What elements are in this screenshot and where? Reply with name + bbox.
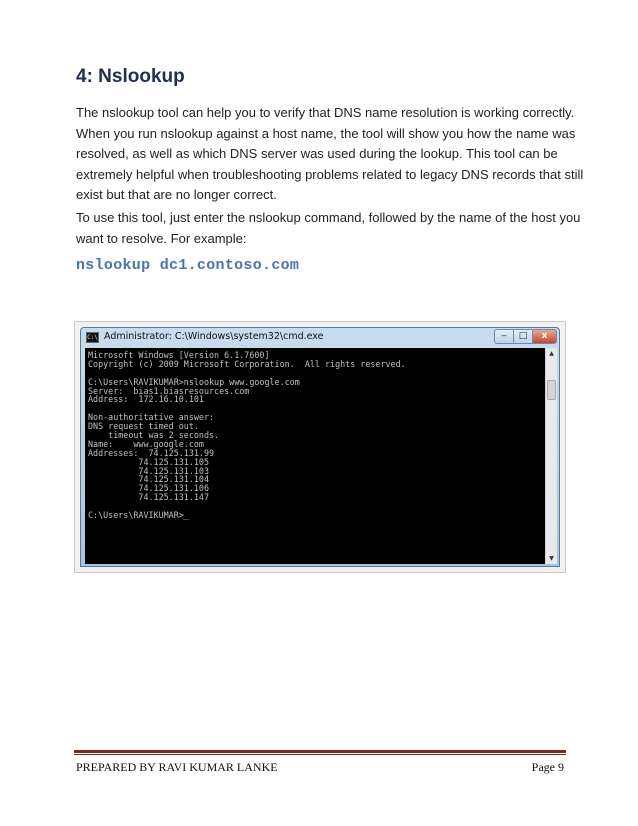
console-line: Name: www.google.com	[88, 438, 204, 449]
footer-divider	[74, 750, 566, 753]
paragraph-line: extremely helpful when troubleshooting problems related to legacy DNS records that still	[76, 166, 584, 182]
console-line: Addresses: 74.125.131.99	[88, 447, 215, 458]
console-line: Address: 172.16.10.101	[88, 394, 204, 405]
paragraph-line: The nslookup tool can help you to verify that DNS name resolution is working correctly.	[76, 105, 575, 120]
paragraph-line: exist but that are no longer correct.	[76, 187, 277, 203]
console-line: 74.125.131.106	[88, 483, 210, 494]
console-line: Copyright (c) 2009 Microsoft Corporation. All rights reserved.	[88, 358, 406, 369]
console-line: Non-authoritative answer:	[88, 412, 215, 423]
console-line: 74.125.131.147	[88, 492, 210, 503]
section-heading: 4: Nslookup	[76, 66, 185, 87]
scroll-thumb[interactable]	[547, 380, 556, 400]
scroll-up-icon[interactable]: ▲	[549, 350, 554, 357]
footer-author: PREPARED BY RAVI KUMAR LANKE	[76, 760, 278, 774]
console-line: DNS request timed out.	[88, 421, 199, 432]
console-line: C:\Users\RAVIKUMAR>nslookup www.google.com	[88, 376, 300, 387]
paragraph-line: When you run nslookup against a host name, the tool will show you how the name was	[76, 125, 576, 141]
cmd-icon: C:\	[87, 334, 98, 341]
close-button[interactable]: x	[532, 329, 557, 344]
paragraph-line: To use this tool, just enter the nslookup command, followed by the name of the host you	[76, 210, 581, 225]
console-line: timeout was 2 seconds.	[88, 430, 220, 441]
paragraph-line: want to resolve. For example:	[76, 230, 247, 246]
usage-paragraph	[76, 208, 581, 249]
console-line: 74.125.131.105	[88, 456, 210, 467]
window-title: Administrator: C:\Windows\system32\cmd.exe	[104, 331, 324, 342]
console-text	[85, 348, 545, 520]
intro-paragraph	[76, 103, 584, 206]
scroll-down-icon[interactable]: ▼	[549, 555, 554, 562]
vertical-scrollbar[interactable]	[545, 348, 557, 564]
window-titlebar[interactable]	[81, 328, 559, 348]
minimize-button[interactable]: ‒	[494, 329, 514, 344]
example-command: nslookup dc1.contoso.com	[76, 257, 300, 274]
console-output[interactable]	[85, 348, 545, 564]
paragraph-line: resolved, as well as which DNS server was used during the lookup. This tool can be	[76, 146, 558, 162]
console-line: C:\Users\RAVIKUMAR>_	[88, 510, 189, 521]
maximize-button[interactable]: □	[513, 329, 533, 344]
cmd-window	[80, 327, 560, 567]
console-line: 74.125.131.104	[88, 474, 210, 485]
footer-divider-thin	[74, 754, 566, 755]
page-number: Page 9	[531, 760, 564, 774]
console-line: Microsoft Windows [Version 6.1.7600]	[88, 350, 270, 360]
console-line: 74.125.131.103	[88, 465, 210, 476]
console-line: Server: bias1.biasresources.com	[88, 385, 250, 396]
